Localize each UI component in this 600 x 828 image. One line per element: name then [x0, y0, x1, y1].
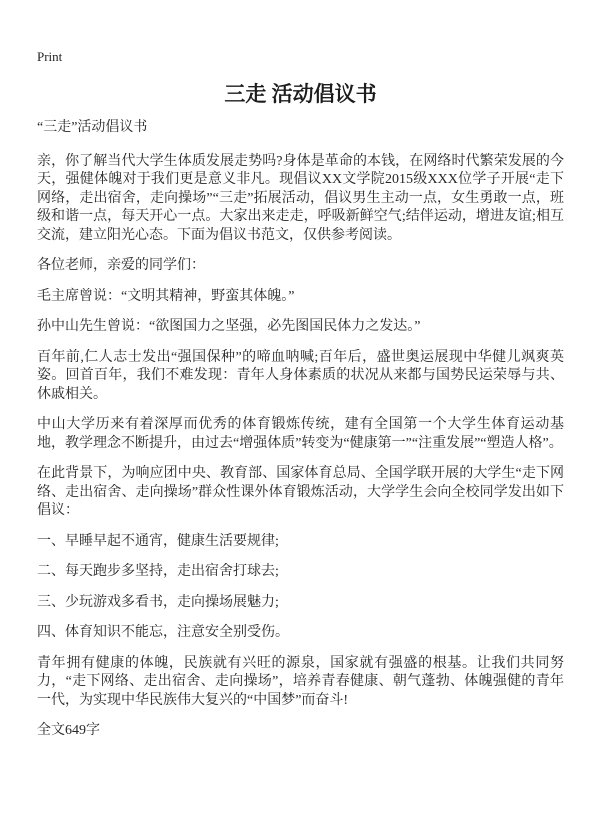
paragraph-closing: 青年拥有健康的体魄，民族就有兴旺的源泉，国家就有强盛的根基。让我们共同努力，“走下网络、走出宿舍、走向操场”，培养青春健康、朝气蓬勃、体魄强健的青年一代，为实现中华民族伟大复兴的“中国梦”而奋斗!: [37, 655, 564, 708]
proposal-item-3: 三、少玩游戏多看书，走向操场展魅力;: [37, 594, 279, 610]
paragraph-university: 中山大学历来有着深厚而优秀的体育锻炼传统，建有全国第一个大学生体育运动基地，教学理念不断提升，由过去“增强体质”转变为“健康第一”“注重发展”“塑造人格”。: [37, 417, 564, 451]
word-count: 全文649字: [37, 723, 100, 738]
proposal-item-4: 四、体育知识不能忘，注意安全别受伤。: [37, 625, 289, 640]
paragraph-history: 百年前,仁人志士发出“强国保种”的啼血呐喊;百年后，盛世奥运展现中华健儿飒爽英姿。回首百年，我们不难发现：青年人身体素质的状况从来都与国势民运荣辱与共、休戚相关。: [37, 349, 564, 402]
quote-sun-yat-sen: 孙中山先生曾说：“欲图国力之坚强，必先图国民体力之发达。”: [37, 319, 421, 334]
proposal-item-1: 一、早睡早起不通宵，健康生活要规律;: [37, 533, 279, 549]
print-link[interactable]: Print: [37, 49, 63, 64]
proposal-item-2: 二、每天跑步多坚持，走出宿舍打球去;: [37, 564, 279, 579]
paragraph-intro: 亲，你了解当代大学生体质发展走势吗?身体是革命的本钱，在网络时代繁荣发展的今天，强健体魄对于我们更是意义非凡。现倡议XX文学院2015级XXX位学子开展“走下网络，走出宿舍，走向操场”“三走”拓展活动，倡议男生主动一点，女生勇敢一点，班级和谐一点，每天开心一点。大家出来走走，呼吸新鲜空气;结伴运动，增进友谊;相互交流，建立阳光心态。下面为倡议书范文，仅供参考阅读。: [37, 153, 564, 243]
paragraph-background: 在此背景下，为响应团中央、教育部、国家体育总局、全国学联开展的大学生“走下网络、走出宿舍、走向操场”群众性课外体育锻炼活动，大学学生会向全校同学发出如下倡议：: [37, 466, 564, 518]
document-subtitle: “三走”活动倡议书: [37, 120, 148, 135]
quote-mao: 毛主席曾说：“文明其精神，野蛮其体魄。”: [37, 288, 295, 304]
document-title: 三走 活动倡议书: [224, 82, 377, 106]
salutation: 各位老师，亲爱的同学们：: [37, 258, 205, 273]
